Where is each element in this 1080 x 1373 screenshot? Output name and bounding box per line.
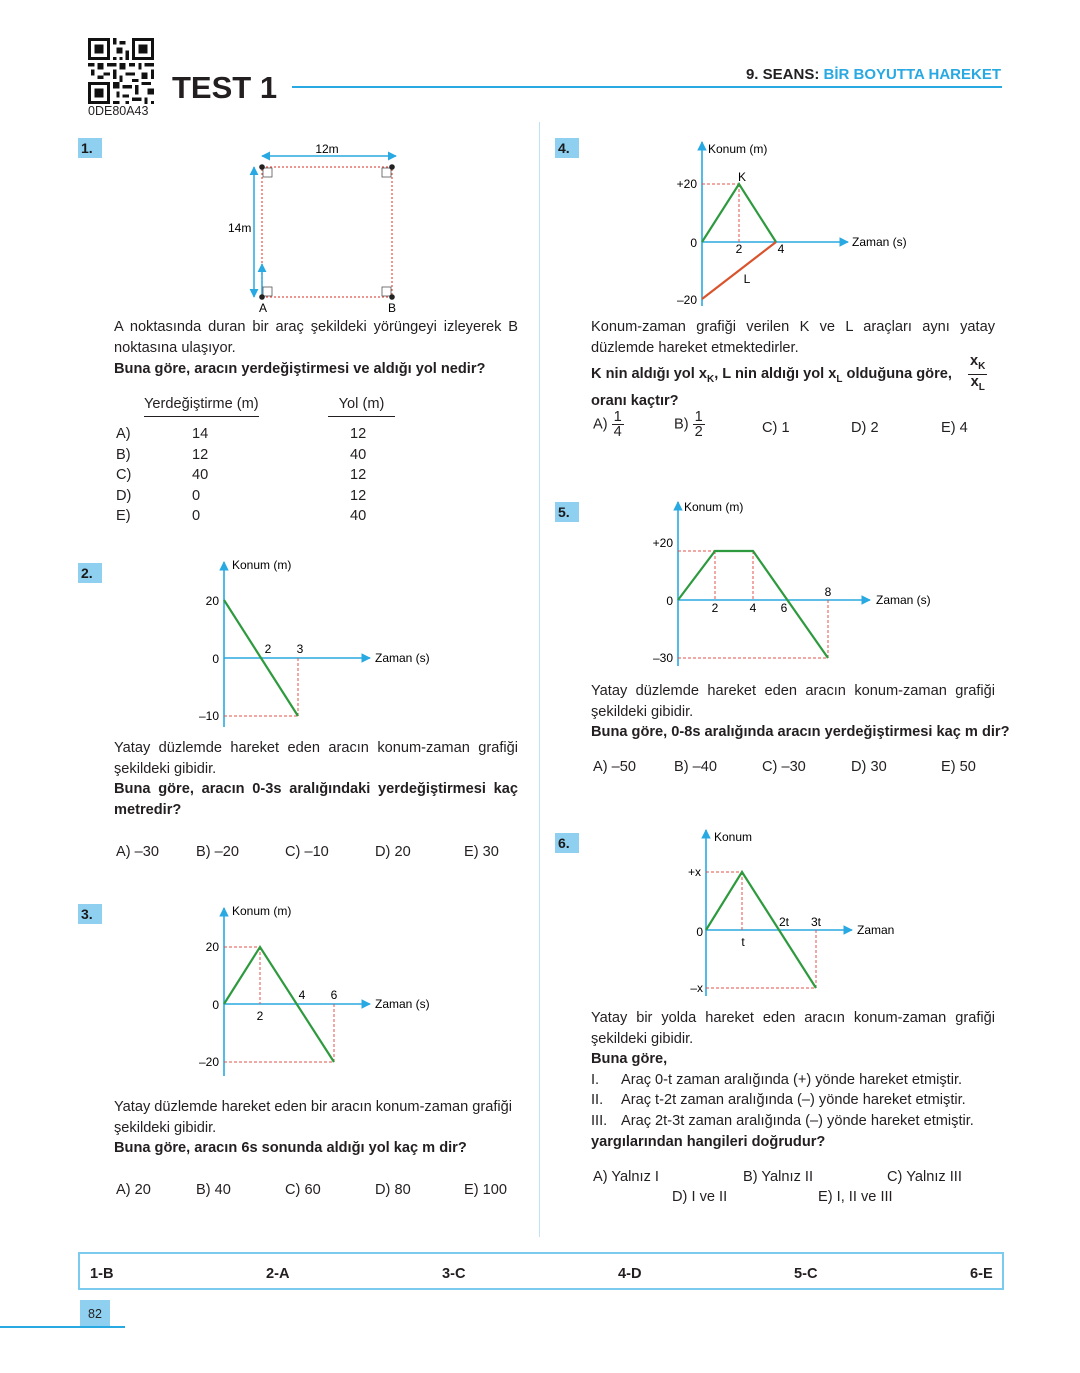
x-tick: 4 bbox=[777, 242, 785, 256]
answer-key bbox=[78, 1252, 1004, 1290]
x-tick: 3t bbox=[810, 915, 822, 929]
series-k-label: K bbox=[737, 170, 747, 184]
x-tick: 2t bbox=[778, 915, 790, 929]
frac-num: x bbox=[970, 353, 979, 369]
x-axis-label: Zaman bbox=[857, 923, 895, 937]
q5-option-a[interactable]: A) –50 bbox=[593, 759, 636, 775]
q1-option-b[interactable] bbox=[116, 445, 367, 466]
qr-code-image bbox=[88, 38, 154, 104]
q4-q-sub: K bbox=[706, 373, 715, 385]
q6-statement-3 bbox=[591, 1111, 974, 1132]
option-path: 40 bbox=[350, 508, 367, 525]
q4-option-c[interactable]: C) 1 bbox=[762, 420, 790, 436]
frac-den: 4 bbox=[613, 424, 622, 440]
q4-option-b[interactable] bbox=[674, 410, 705, 439]
y-tick: 20 bbox=[205, 940, 219, 954]
footer-rule bbox=[0, 1326, 125, 1328]
y-axis-label: Konum (m) bbox=[708, 142, 768, 156]
question-3-number: 3. bbox=[78, 904, 102, 924]
section-heading bbox=[746, 66, 1001, 83]
test-title: TEST 1 bbox=[172, 70, 278, 105]
question-6-number: 6. bbox=[555, 833, 579, 853]
q1-question: Buna göre, aracın yerdeğiştirmesi ve aldığı yol nedir? bbox=[114, 361, 486, 377]
q4-q-part: olduğuna göre, bbox=[842, 366, 952, 382]
q3-option-e[interactable]: E) 100 bbox=[464, 1182, 507, 1198]
option-label: A) bbox=[593, 416, 608, 433]
x-tick: 2 bbox=[735, 242, 743, 256]
x-tick: 8 bbox=[824, 585, 832, 599]
q2-text: Yatay düzlemde hareket eden aracın konum-zaman grafiği şekildeki gibidir. bbox=[114, 740, 518, 777]
y-tick: –x bbox=[690, 981, 703, 995]
q3-option-d[interactable]: D) 80 bbox=[375, 1182, 411, 1198]
q6-text: Yatay bir yolda hareket eden aracın konum-zaman grafiği şekildeki gibidir. bbox=[591, 1010, 995, 1047]
q3-position-time-chart bbox=[190, 898, 450, 1080]
q5-option-b[interactable]: B) –40 bbox=[674, 759, 717, 775]
q5-position-time-chart bbox=[642, 494, 942, 672]
frac-den-sub: L bbox=[978, 381, 985, 393]
question-2-number: 2. bbox=[78, 563, 102, 583]
q2-position-time-chart bbox=[190, 552, 450, 732]
q4-q-sub: L bbox=[836, 373, 843, 385]
y-tick: –10 bbox=[198, 709, 219, 723]
question-4-number: 4. bbox=[555, 138, 579, 158]
y-axis-label: Konum (m) bbox=[684, 500, 744, 514]
option-disp: 14 bbox=[192, 426, 209, 442]
option-path: 40 bbox=[350, 446, 367, 463]
y-tick: 0 bbox=[212, 998, 219, 1012]
q6-option-e[interactable]: E) I, II ve III bbox=[818, 1189, 893, 1205]
q2-option-c[interactable]: C) –10 bbox=[285, 844, 329, 860]
q1-option-a[interactable] bbox=[116, 424, 367, 445]
option-path: 12 bbox=[350, 467, 367, 484]
frac-num: 1 bbox=[613, 409, 622, 425]
question-1-number: 1. bbox=[78, 138, 102, 158]
x-tick: 4 bbox=[749, 601, 757, 615]
option-fraction bbox=[693, 410, 705, 439]
point-a-label: A bbox=[259, 301, 268, 315]
q2-option-d[interactable]: D) 20 bbox=[375, 844, 411, 860]
y-tick: +20 bbox=[652, 536, 673, 550]
q6-lead: Buna göre, bbox=[591, 1051, 668, 1067]
q4-ratio-fraction bbox=[968, 354, 987, 395]
question-5-number: 5. bbox=[555, 502, 579, 522]
series-l-label: L bbox=[743, 272, 751, 286]
q2-question: Buna göre, aracın 0-3s aralığındaki yerdeğiştirmesi kaç metredir? bbox=[114, 781, 518, 818]
q4-q-part: K nin aldığı yol x bbox=[591, 366, 707, 382]
y-axis-label: Konum (m) bbox=[232, 558, 292, 572]
frac-num: 1 bbox=[694, 409, 703, 425]
q1-option-c[interactable] bbox=[116, 465, 367, 486]
y-tick: 0 bbox=[666, 594, 673, 608]
y-axis-label: Konum (m) bbox=[232, 904, 292, 918]
x-axis-label: Zaman (s) bbox=[876, 593, 931, 607]
q1-option-e[interactable] bbox=[116, 506, 367, 527]
y-tick: +20 bbox=[676, 177, 697, 191]
q1-col2-header: Yol (m) bbox=[328, 394, 395, 417]
answer-5: 5-C bbox=[794, 1266, 818, 1282]
q5-question: Buna göre, 0-8s aralığında aracın yerdeğiştirmesi kaç m dir? bbox=[591, 724, 1010, 740]
q5-option-d[interactable]: D) 30 bbox=[851, 759, 887, 775]
y-tick: +x bbox=[687, 865, 701, 879]
page-number: 82 bbox=[80, 1300, 110, 1328]
q6-statement-2 bbox=[591, 1090, 966, 1111]
option-path: 12 bbox=[350, 426, 367, 442]
statement-number: III. bbox=[591, 1113, 608, 1129]
q1-option-d[interactable] bbox=[116, 486, 367, 507]
option-label: B) bbox=[116, 446, 131, 463]
y-tick: 0 bbox=[696, 925, 703, 939]
column-divider bbox=[539, 122, 540, 1237]
x-tick: 2 bbox=[264, 642, 272, 656]
q6-option-c[interactable]: C) Yalnız III bbox=[887, 1169, 962, 1185]
frac-den: x bbox=[970, 373, 979, 390]
q3-option-b[interactable]: B) 40 bbox=[196, 1182, 231, 1198]
y-tick: 0 bbox=[690, 236, 697, 250]
q5-option-c[interactable]: C) –30 bbox=[762, 759, 806, 775]
q4-text: Konum-zaman grafiği verilen K ve L araçları aynı yatay düzlemde hareket etmektedirler. bbox=[591, 319, 995, 356]
x-tick: 2 bbox=[256, 1009, 264, 1023]
q4-q-part: oranı kaçtır? bbox=[591, 392, 679, 409]
option-disp: 40 bbox=[192, 467, 209, 484]
y-tick: –20 bbox=[198, 1055, 219, 1069]
q2-option-b[interactable]: B) –20 bbox=[196, 844, 239, 860]
q4-option-e[interactable]: E) 4 bbox=[941, 420, 968, 436]
answer-1: 1-B bbox=[90, 1266, 114, 1282]
x-axis-label: Zaman (s) bbox=[852, 235, 907, 249]
statement-text: Araç t-2t zaman aralığında (–) yönde hareket etmiştir. bbox=[621, 1092, 966, 1108]
answer-3: 3-C bbox=[442, 1266, 466, 1282]
q4-question bbox=[591, 364, 966, 411]
header-rule bbox=[292, 86, 1002, 88]
q5-text: Yatay düzlemde hareket eden aracın konum-zaman grafiği şekildeki gibidir. bbox=[591, 683, 995, 720]
y-tick: –30 bbox=[652, 651, 673, 665]
height-label: 14m bbox=[228, 221, 252, 235]
x-tick: t bbox=[741, 935, 745, 949]
q3-question: Buna göre, aracın 6s sonunda aldığı yol kaç m dir? bbox=[114, 1140, 467, 1156]
option-label: C) bbox=[116, 467, 132, 484]
option-path: 12 bbox=[350, 487, 367, 504]
q1-options bbox=[116, 424, 367, 527]
option-label: E) bbox=[116, 508, 131, 525]
statement-number: II. bbox=[591, 1092, 604, 1108]
frac-num-sub: K bbox=[978, 360, 986, 372]
q3-text: Yatay düzlemde hareket eden bir aracın konum-zaman grafiği şekildeki gibidir. bbox=[114, 1099, 513, 1136]
frac-den: 2 bbox=[694, 424, 703, 440]
answer-6: 6-E bbox=[970, 1266, 993, 1282]
x-tick: 3 bbox=[296, 642, 304, 656]
q3-option-c[interactable]: C) 60 bbox=[285, 1182, 321, 1198]
y-axis-label: Konum bbox=[714, 830, 753, 844]
q2-option-e[interactable]: E) 30 bbox=[464, 844, 499, 860]
x-axis-label: Zaman (s) bbox=[375, 651, 430, 665]
x-tick: 6 bbox=[330, 988, 338, 1002]
answer-4: 4-D bbox=[618, 1266, 642, 1282]
x-tick: 6 bbox=[780, 601, 788, 615]
q1-path-diagram bbox=[200, 136, 420, 316]
q1-text: A noktasında duran bir araç şekildeki yörüngeyi izleyerek B noktasına ulaşıyor. bbox=[114, 319, 518, 356]
option-disp: 0 bbox=[192, 487, 201, 504]
q5-option-e[interactable]: E) 50 bbox=[941, 759, 976, 775]
answer-2: 2-A bbox=[266, 1266, 290, 1282]
width-label: 12m bbox=[315, 142, 339, 156]
option-label: D) bbox=[116, 487, 132, 504]
q4-option-a[interactable] bbox=[593, 410, 624, 439]
qr-code-label: 0DE80A43 bbox=[88, 104, 149, 118]
statement-number: I. bbox=[591, 1072, 600, 1088]
statement-text: Araç 2t-3t zaman aralığında (–) yönde hareket etmiştir. bbox=[621, 1113, 974, 1129]
x-tick: 4 bbox=[298, 988, 306, 1002]
q6-option-d[interactable]: D) I ve II bbox=[672, 1189, 728, 1205]
statement-text: Araç 0-t zaman aralığında (+) yönde hareket etmiştir. bbox=[621, 1072, 963, 1088]
y-tick: 0 bbox=[212, 652, 219, 666]
y-tick: –20 bbox=[676, 293, 697, 307]
section-topic: BİR BOYUTTA HAREKET bbox=[823, 66, 1001, 83]
q6-option-b[interactable]: B) Yalnız II bbox=[743, 1169, 814, 1185]
q6-position-time-chart bbox=[670, 824, 910, 1000]
option-disp: 12 bbox=[192, 446, 209, 463]
q4-q-part: , L nin aldığı yol x bbox=[714, 366, 837, 382]
q3-option-a[interactable]: A) 20 bbox=[116, 1182, 151, 1198]
q6-statement-1 bbox=[591, 1070, 962, 1091]
q1-col1-header: Yerdeğiştirme (m) bbox=[144, 394, 259, 417]
section-prefix: 9. SEANS: bbox=[745, 66, 820, 83]
q6-question: yargılarından hangileri doğrudur? bbox=[591, 1134, 826, 1150]
q2-option-a[interactable]: A) –30 bbox=[116, 844, 159, 860]
option-disp: 0 bbox=[192, 508, 201, 525]
x-tick: 2 bbox=[711, 601, 719, 615]
option-label: B) bbox=[674, 416, 689, 433]
x-axis-label: Zaman (s) bbox=[375, 997, 430, 1011]
q4-option-d[interactable]: D) 2 bbox=[851, 420, 879, 436]
option-fraction bbox=[612, 410, 624, 439]
point-b-label: B bbox=[388, 301, 397, 315]
q4-position-time-chart bbox=[664, 136, 924, 310]
y-tick: 20 bbox=[205, 594, 219, 608]
option-label: A) bbox=[116, 426, 131, 442]
q6-option-a[interactable]: A) Yalnız I bbox=[593, 1169, 659, 1185]
